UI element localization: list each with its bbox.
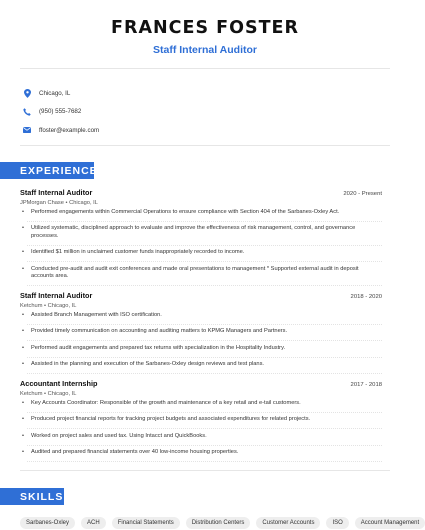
list-item: • Assisted Branch Management with ISO certification.: [27, 312, 382, 325]
job-bullets: [20, 400, 382, 462]
skill-tag: Financial Statements: [112, 517, 180, 529]
job-entry-company: Ketchum • Chicago, IL: [20, 303, 77, 310]
job-entry-title: Staff Internal Auditor: [20, 291, 93, 301]
job-bullets: [20, 312, 382, 374]
skills-heading: SKILLS: [0, 488, 64, 505]
contact-email-text: ffoster@example.com: [39, 126, 100, 134]
resume-header: [0, 0, 410, 56]
job-entry-dates: 2018 - 2020: [350, 294, 382, 301]
list-item: • Utilized systematic, disciplined approach to evaluate and improve the effectiveness of risk management, control, and governance processes.: [27, 225, 382, 245]
job-entry-dates: 2020 - Present: [343, 191, 382, 197]
header-divider: [20, 68, 390, 69]
contact-divider: [20, 145, 390, 146]
experience-divider: [20, 470, 390, 471]
skill-tag: Sarbanes-Oxley: [20, 517, 75, 529]
contact-location: [23, 84, 99, 103]
candidate-name: FRANCES FOSTER: [111, 18, 299, 38]
job-entry: [20, 291, 382, 374]
skill-tag: Distribution Centers: [186, 517, 251, 529]
experience-heading: EXPERIENCE: [0, 162, 94, 179]
email-icon: [23, 126, 31, 135]
job-entry: [20, 379, 382, 462]
list-item: • Assisted in the planning and execution of the Sarbanes-Oxley design reviews and test plans.: [27, 361, 382, 374]
list-item: • Worked on project sales and used tax. Using Intacct and QuickBooks.: [27, 433, 382, 446]
list-item: • Key Accounts Coordinator: Responsible of the growth and maintenance of a key retail and e-tail customers.: [27, 400, 382, 413]
list-item: • Conducted pre-audit and audit exit conferences and made oral presentations to management * Supported external audit in deposit accounts area.: [27, 266, 382, 286]
skill-tag: Account Management: [355, 517, 425, 529]
list-item: • Performed engagements within Commercial Operations to ensure compliance with Section 404 of the Sarbanes-Oxley Act.: [27, 209, 382, 222]
job-entry-company: JPMorgan Chase • Chicago, IL: [20, 200, 98, 206]
contact-location-text: Chicago, IL: [39, 89, 71, 97]
phone-icon: [23, 107, 31, 116]
contact-phone: [23, 103, 99, 122]
list-item: • Identified $1 million in unclaimed customer funds inappropriately recorded to income.: [27, 249, 382, 262]
list-item: • Provided timely communication on accounting and auditing matters to KPMG Managers and Partners.: [27, 328, 382, 341]
skill-tag: ISO: [326, 517, 348, 529]
contact-phone-text: (950) 555-7682: [39, 108, 82, 116]
experience-section: [20, 188, 382, 467]
job-bullets: [20, 209, 382, 286]
contact-info: [23, 84, 99, 140]
job-entry-company: Ketchum • Chicago, IL: [20, 391, 77, 397]
location-pin-icon: [23, 89, 31, 98]
job-entry-title: Accountant Internship: [20, 379, 98, 388]
skill-tag: Customer Accounts: [256, 517, 320, 529]
list-item: • Audited and prepared financial statements over 40 low-income housing properties.: [27, 449, 382, 462]
list-item: • Performed audit engagements and prepared tax returns with specialization in the Hospitality Industry.: [27, 345, 382, 358]
skills-list: [20, 517, 425, 529]
job-entry-title: Staff Internal Auditor: [20, 188, 93, 197]
skill-tag: ACH: [81, 517, 106, 529]
contact-email: [23, 121, 99, 140]
job-entry-dates: 2017 - 2018: [350, 382, 382, 388]
job-title: Staff Internal Auditor: [152, 44, 258, 56]
job-entry: [20, 188, 382, 286]
list-item: • Produced project financial reports for tracking project budgets and associated expenditures for related projects.: [27, 416, 382, 429]
